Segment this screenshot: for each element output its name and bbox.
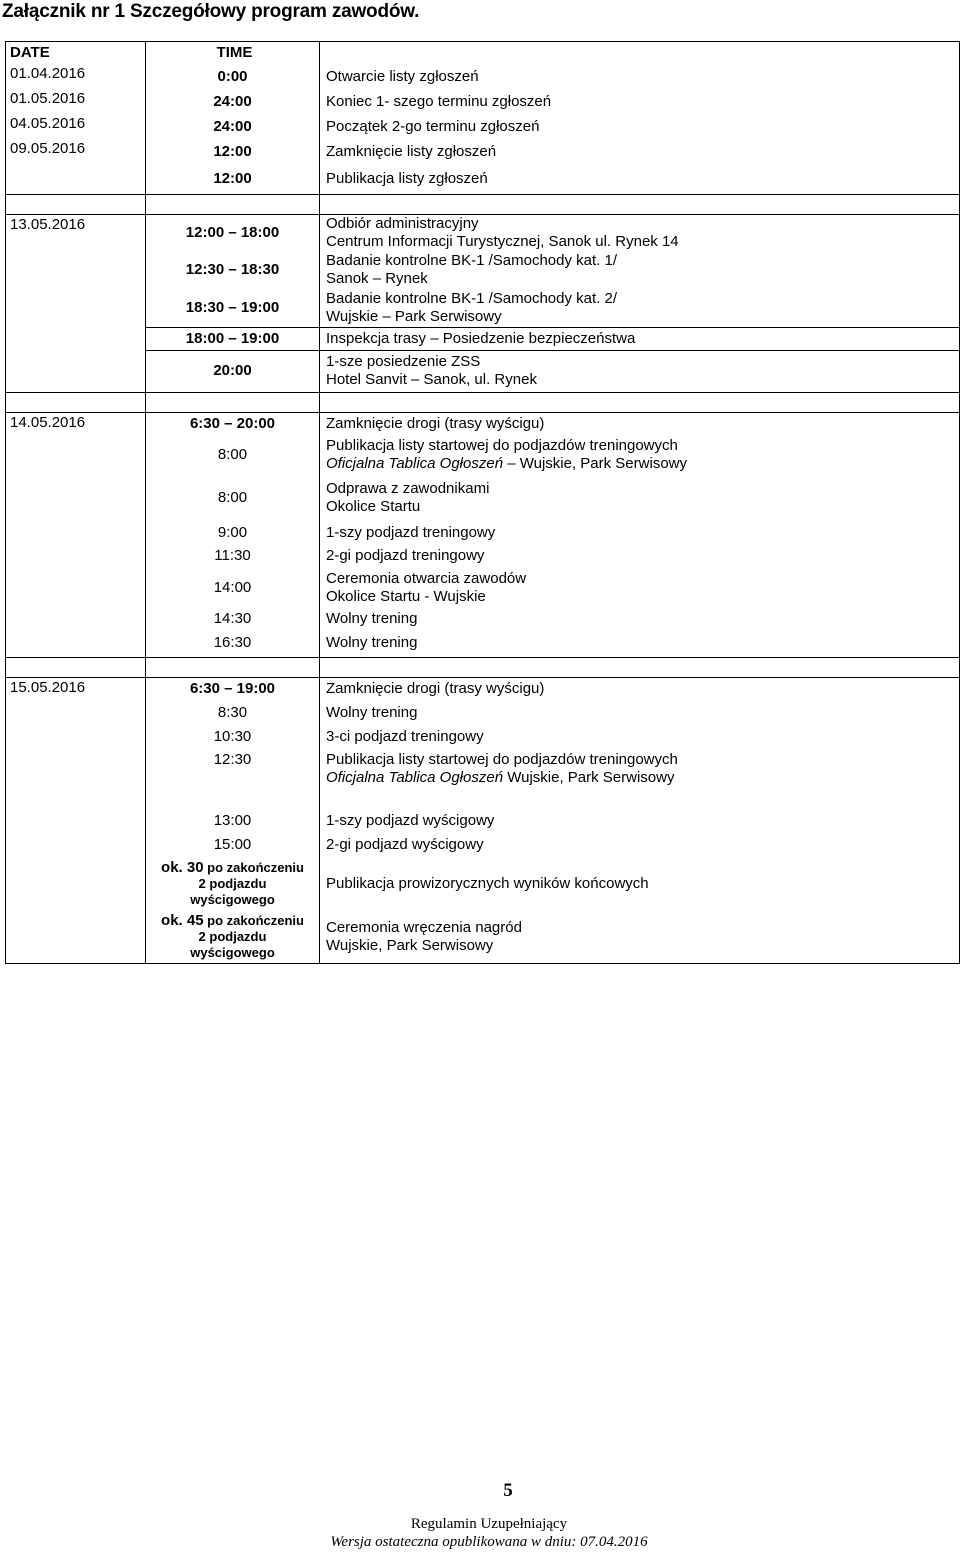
row-description	[320, 214, 960, 251]
row-time: 16:30	[146, 630, 320, 657]
row-description: 1-szy podjazd wyścigowy	[320, 809, 960, 833]
table-row	[6, 544, 960, 568]
description-line: Publikacja listy startowej do podjazdów treningowych	[326, 751, 678, 768]
table-row	[6, 608, 960, 630]
row-description: Początek 2-go terminu zgłoszeń	[320, 114, 960, 139]
row-description	[320, 568, 960, 608]
description-line	[326, 769, 959, 787]
schedule-table	[5, 41, 960, 964]
header-description	[320, 42, 960, 65]
row-description: Inspekcja trasy – Posiedzenie bezpieczeństwa	[320, 327, 960, 350]
table-row	[6, 568, 960, 608]
row-time: 12:00	[146, 139, 320, 164]
table-header-row	[6, 42, 960, 65]
spacer-row	[6, 657, 960, 677]
table-row	[6, 749, 960, 809]
row-date: 04.05.2016	[6, 114, 146, 139]
row-time: 6:30 – 20:00	[146, 412, 320, 435]
table-row	[6, 139, 960, 164]
page-number: 5	[503, 1480, 513, 1501]
time-approx-line: wyścigowego	[190, 892, 275, 907]
row-description: 2-gi podjazd wyścigowy	[320, 833, 960, 857]
row-time: 11:30	[146, 544, 320, 568]
table-row	[6, 412, 960, 435]
table-row	[6, 911, 960, 963]
table-row	[6, 677, 960, 701]
row-time: 14:00	[146, 568, 320, 608]
row-time: 8:00	[146, 435, 320, 475]
row-time: 15:00	[146, 833, 320, 857]
table-row	[6, 214, 960, 251]
row-date: 13.05.2016	[6, 214, 146, 392]
description-line: Odbiór administracyjny	[326, 214, 479, 232]
table-row	[6, 289, 960, 327]
row-description: Zamknięcie listy zgłoszeń	[320, 139, 960, 164]
time-approx-line: 2 podjazdu	[198, 876, 267, 891]
row-time: 12:00 – 18:00	[146, 214, 320, 251]
row-description: 1-szy podjazd treningowy	[320, 521, 960, 544]
row-description: Wolny trening	[320, 701, 960, 725]
header-date: DATE	[6, 42, 146, 65]
row-time: 13:00	[146, 809, 320, 833]
row-description: Wolny trening	[320, 608, 960, 630]
row-time: 14:30	[146, 608, 320, 630]
row-date: 01.04.2016	[6, 64, 146, 89]
table-row	[6, 164, 960, 194]
description-line: Wujskie – Park Serwisowy	[326, 307, 502, 325]
row-description: Publikacja listy zgłoszeń	[320, 164, 960, 194]
row-description: Zamknięcie drogi (trasy wyścigu)	[320, 677, 960, 701]
row-time: 12:30	[146, 749, 320, 809]
row-time: 6:30 – 19:00	[146, 677, 320, 701]
table-row	[6, 327, 960, 350]
row-time: 8:00	[146, 475, 320, 521]
time-approx: ok. 45 po zakończeniu	[161, 911, 304, 929]
row-description: 3-ci podjazd treningowy	[320, 725, 960, 749]
row-time: 18:30 – 19:00	[146, 289, 320, 327]
table-row	[6, 114, 960, 139]
location-text: – Wujskie, Park Serwisowy	[503, 455, 687, 472]
row-time: 18:00 – 19:00	[146, 327, 320, 350]
description-line: Badanie kontrolne BK-1 /Samochody kat. 2/	[326, 289, 618, 307]
row-date: 09.05.2016	[6, 139, 146, 164]
description-line: Centrum Informacji Turystycznej, Sanok ul. Rynek 14	[326, 232, 679, 250]
table-row	[6, 89, 960, 114]
description-line: Wujskie, Park Serwisowy	[326, 936, 494, 954]
description-line: 1-sze posiedzenie ZSS	[326, 353, 481, 370]
table-row	[6, 630, 960, 657]
location-text: Wujskie, Park Serwisowy	[503, 769, 675, 786]
table-row	[6, 701, 960, 725]
row-time	[146, 857, 320, 911]
row-time: 12:30 – 18:30	[146, 251, 320, 289]
row-description	[320, 289, 960, 327]
row-time: 20:00	[146, 350, 320, 392]
footer-title: Regulamin Uzupełniający	[410, 1516, 568, 1532]
row-description: Koniec 1- szego terminu zgłoszeń	[320, 89, 960, 114]
description-line: Okolice Startu	[326, 498, 421, 515]
table-row	[6, 725, 960, 749]
table-row	[6, 251, 960, 289]
table-row	[6, 64, 960, 89]
row-time: 24:00	[146, 114, 320, 139]
description-line: Ceremonia otwarcia zawodów	[326, 570, 527, 587]
description-line: Badanie kontrolne BK-1 /Samochody kat. 1/	[326, 252, 618, 269]
row-description	[320, 251, 960, 289]
row-description: Otwarcie listy zgłoszeń	[320, 64, 960, 89]
row-description: Publikacja prowizorycznych wyników końcowych	[320, 857, 960, 911]
description-line: Publikacja listy startowej do podjazdów treningowych	[326, 437, 678, 454]
description-line: Okolice Startu - Wujskie	[326, 588, 486, 605]
table-row	[6, 809, 960, 833]
table-row	[6, 857, 960, 911]
row-date: 01.05.2016	[6, 89, 146, 114]
row-time: 12:00	[146, 164, 320, 194]
row-description	[320, 475, 960, 521]
time-approx: ok. 30 po zakończeniu	[161, 859, 304, 876]
header-time: TIME	[146, 42, 320, 65]
table-row	[6, 521, 960, 544]
description-line: Hotel Sanvit – Sanok, ul. Rynek	[326, 371, 537, 388]
row-description	[320, 749, 960, 809]
row-time: 24:00	[146, 89, 320, 114]
row-date: 15.05.2016	[6, 677, 146, 963]
row-time: 10:30	[146, 725, 320, 749]
row-date: 14.05.2016	[6, 412, 146, 657]
time-approx-line: 2 podjazdu	[198, 928, 267, 944]
row-description: Zamknięcie drogi (trasy wyścigu)	[320, 412, 960, 435]
table-row	[6, 833, 960, 857]
row-description	[320, 435, 960, 475]
row-description: 2-gi podjazd treningowy	[320, 544, 960, 568]
row-description	[320, 350, 960, 392]
row-time: 0:00	[146, 64, 320, 89]
spacer-row	[6, 392, 960, 412]
row-time	[146, 911, 320, 963]
row-time: 8:30	[146, 701, 320, 725]
row-description	[320, 911, 960, 963]
table-row	[6, 435, 960, 475]
description-line	[326, 455, 959, 473]
description-line: Sanok – Rynek	[326, 270, 428, 287]
description-line: Odprawa z zawodnikami	[326, 480, 490, 497]
notice-board-label: Oficjalna Tablica Ogłoszeń	[326, 769, 504, 786]
row-description: Wolny trening	[320, 630, 960, 657]
table-row	[6, 475, 960, 521]
table-row	[6, 350, 960, 392]
time-approx-line: wyścigowego	[190, 944, 275, 960]
row-date	[6, 164, 146, 194]
spacer-row	[6, 194, 960, 214]
footer-version: Wersja ostateczna opublikowana w dniu: 07.04.2016	[330, 1534, 648, 1550]
row-time: 9:00	[146, 521, 320, 544]
document-title: Załącznik nr 1 Szczegółowy program zawodów.	[2, 1, 420, 22]
description-line: Ceremonia wręczenia nagród	[326, 918, 522, 936]
notice-board-label: Oficjalna Tablica Ogłoszeń	[326, 455, 504, 472]
